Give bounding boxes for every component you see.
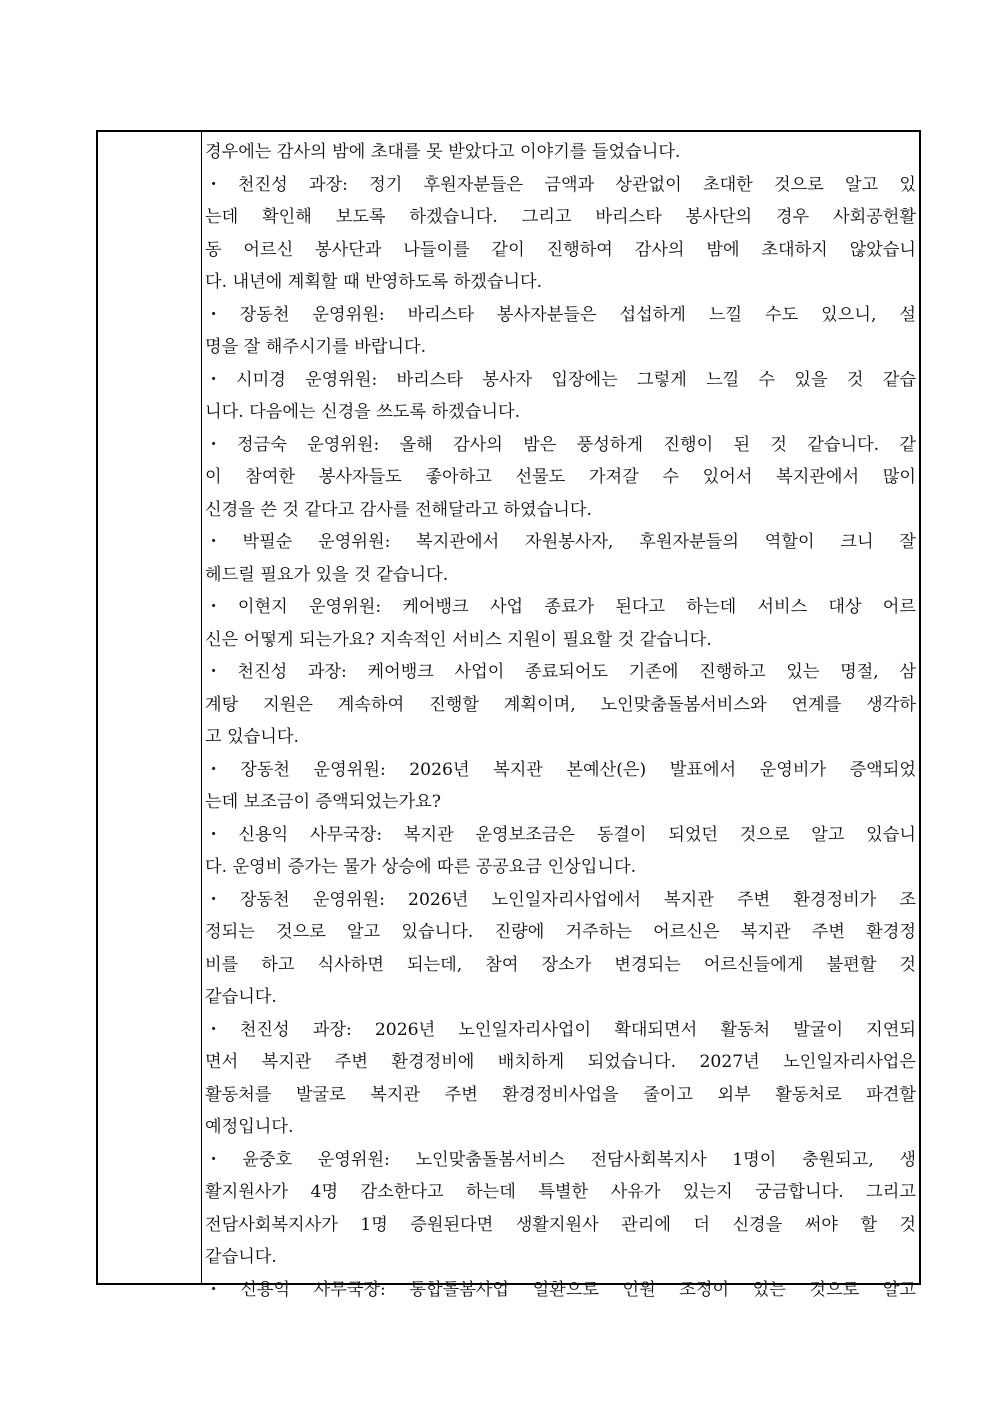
minutes-text-line: ・장동천 운영위원: 2026년 노인일자리사업에서 복지관 주변 환경정비가 조 [205,889,916,910]
minutes-text-line: 고 있습니다. [205,727,299,747]
minutes-text-line: 명을 잘 해주시기를 바랍니다. [205,337,427,357]
minutes-text-line: 면서 복지관 주변 환경정비에 배치하게 되었습니다. 2027년 노인일자리사업은 [205,1052,916,1072]
minutes-text-line: 활지원사가 4명 감소한다고 하는데 특별한 사유가 있는지 궁금합니다. 그리고 [205,1182,916,1202]
minutes-text-line: ・시미경 운영위원: 바리스타 봉사자 입장에는 그렇게 느낄 수 있을 것 같습 [205,369,916,390]
minutes-text-line: 활동처를 발굴로 복지관 주변 환경정비사업을 줄이고 외부 활동처로 파견할 [205,1084,916,1105]
minutes-text-line: ・천진성 과장: 케어뱅크 사업이 종료되어도 기존에 진행하고 있는 명절, 삼 [205,662,916,682]
minutes-text-line: 비를 하고 식사하면 되는데, 참여 장소가 변경되는 어르신들에게 불편할 것 [205,954,916,975]
minutes-text-line: 동 어르신 봉사단과 나들이를 같이 진행하여 감사의 밤에 초대하지 않았습니 [205,239,916,260]
minutes-text-line: ・천진성 과장: 2026년 노인일자리사업이 확대되면서 활동처 발굴이 지연되 [205,1019,916,1040]
minutes-text-line: 헤드릴 필요가 있을 것 같습니다. [205,564,449,585]
minutes-text-line: ・정금숙 운영위원: 올해 감사의 밤은 풍성하게 진행이 된 것 같습니다. 같 [205,434,916,455]
minutes-content-cell [202,132,919,1300]
minutes-text-line: ・장동천 운영위원: 바리스타 봉사자분들은 섭섭하게 느낄 수도 있으니, 설 [205,304,916,325]
table-label-cell [98,132,202,1283]
minutes-text-line: 다. 운영비 증가는 물가 상승에 따른 공공요금 인상입니다. [205,857,637,877]
minutes-text-line: 같습니다. [205,987,277,1007]
minutes-table [96,130,921,1300]
minutes-text-line: ・윤중호 운영위원: 노인맞춤돌봄서비스 전담사회복지사 1명이 충원되고, 생 [205,1149,916,1170]
minutes-text-line: 경우에는 감사의 밤에 초대를 못 받았다고 이야기를 들었습니다. [205,142,681,162]
minutes-text-line: 정되는 것으로 알고 있습니다. 진량에 거주하는 어르신은 복지관 주변 환경정 [205,922,916,942]
minutes-text-line: 예정입니다. [205,1117,294,1137]
minutes-text-line: 다. 내년에 계획할 때 반영하도록 하겠습니다. [205,272,543,292]
minutes-text-line: 전담사회복지사가 1명 증원된다면 생활지원사 관리에 더 신경을 써야 할 것 [205,1214,916,1235]
minutes-text-line: 계탕 지원은 계속하여 진행할 계획이며, 노인맞춤돌봄서비스와 연계를 생각하 [205,694,916,715]
minutes-text-line: ・이현지 운영위원: 케어뱅크 사업 종료가 된다고 하는데 서비스 대상 어르 [205,597,916,617]
minutes-text-line: 신은 어떻게 되는가요? 지속적인 서비스 지원이 필요할 것 같습니다. [205,629,712,650]
minutes-text-line: ・장동천 운영위원: 2026년 복지관 본예산(은) 발표에서 운영비가 증액되었 [205,759,916,780]
minutes-text-line: 니다. 다음에는 신경을 쓰도록 하겠습니다. [205,402,521,422]
minutes-text-line: 는데 확인해 보도록 하겠습니다. 그리고 바리스타 봉사단의 경우 사회공헌활 [205,207,916,227]
minutes-text-line: 같습니다. [205,1247,277,1267]
minutes-text-line: ・신용익 사무국장: 복지관 운영보조금은 동결이 되었던 것으로 알고 있습니 [205,824,916,845]
minutes-text-line: 이 참여한 봉사자들도 좋아하고 선물도 가져갈 수 있어서 복지관에서 많이 [205,467,916,487]
minutes-text-line: ・천진성 과장: 정기 후원자분들은 금액과 상관없이 초대한 것으로 알고 있 [205,174,916,195]
minutes-text-line: ・신용익 사무국장: 통합돌봄사업 일환으로 인원 조정이 있는 것으로 알고 [205,1279,916,1300]
minutes-text-line: ・박필순 운영위원: 복지관에서 자원봉사자, 후원자분들의 역할이 크니 잘 [205,532,916,552]
minutes-text-line: 신경을 쓴 것 같다고 감사를 전해달라고 하였습니다. [205,499,592,520]
minutes-text-line: 는데 보조금이 증액되었는가요? [205,792,441,812]
